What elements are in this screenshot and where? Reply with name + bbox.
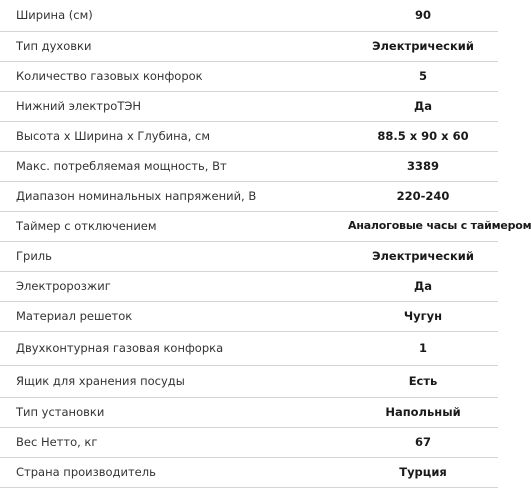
spec-value: 90 <box>414 8 431 23</box>
spec-row <box>0 0 498 31</box>
spec-label: Материал решеток <box>16 309 133 323</box>
spec-value: 88.5 x 90 x 60 <box>377 129 469 143</box>
spec-value: 3389 <box>406 159 439 173</box>
spec-label: Макс. потребляемая мощность, Вт <box>16 159 227 173</box>
spec-value: Электрический <box>372 39 474 53</box>
spec-label: Двухконтурная газовая конфорка <box>16 341 224 355</box>
spec-label: Ширина (см) <box>16 8 93 23</box>
spec-value: 67 <box>414 435 431 449</box>
spec-value: Напольный <box>385 405 461 419</box>
spec-label: Высота х Ширина х Глубина, см <box>16 129 211 143</box>
spec-row <box>0 181 498 211</box>
spec-row <box>0 271 498 301</box>
spec-label: Страна производитель <box>16 465 156 479</box>
spec-row <box>0 31 498 61</box>
spec-label: Количество газовых конфорок <box>16 69 203 83</box>
spec-label: Ящик для хранения посуды <box>16 374 185 388</box>
spec-label: Таймер с отключением <box>16 219 157 233</box>
spec-value: Аналоговые часы с таймером <box>348 219 531 232</box>
spec-label: Гриль <box>16 249 52 263</box>
spec-label: Тип духовки <box>16 39 92 53</box>
spec-value: Есть <box>408 374 438 388</box>
spec-value: 5 <box>418 69 427 83</box>
spec-row <box>0 457 498 487</box>
spec-value: Да <box>413 279 432 293</box>
spec-value: Электрический <box>372 249 474 263</box>
spec-row <box>0 427 498 457</box>
spec-label: Нижний электроТЭН <box>16 99 142 113</box>
spec-row <box>0 301 498 331</box>
spec-value: 220-240 <box>396 189 450 203</box>
spec-label: Диапазон номинальных напряжений, В <box>16 189 257 203</box>
spec-row <box>0 61 498 91</box>
spec-row <box>0 241 498 271</box>
spec-label: Вес Нетто, кг <box>16 435 98 449</box>
spec-row <box>0 397 498 427</box>
spec-row <box>0 211 498 241</box>
spec-row <box>0 331 498 365</box>
spec-value: Турция <box>399 465 447 479</box>
spec-value: Чугун <box>403 309 443 323</box>
spec-row <box>0 151 498 181</box>
spec-row <box>0 91 498 121</box>
spec-row <box>0 121 498 151</box>
spec-value: Да <box>413 99 432 113</box>
spec-label: Тип установки <box>16 405 105 419</box>
spec-row <box>0 365 498 397</box>
spec-value: 1 <box>418 341 427 355</box>
spec-label: Электророзжиг <box>16 279 111 293</box>
